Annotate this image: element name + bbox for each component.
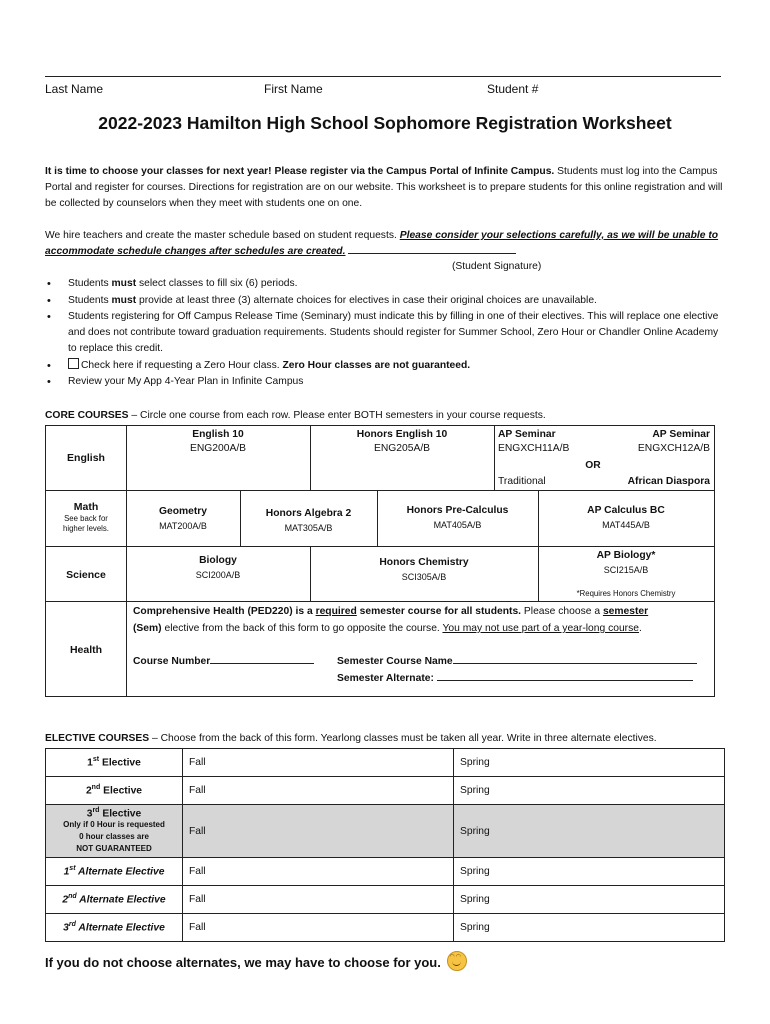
course-option[interactable] — [240, 507, 377, 535]
intro-body: Students must log into the Campus Portal and register for courses. Directions for registration are on our website. This worksheet is to prepare students for this online registration and will be collected by counselors when they meet with students one on one. — [45, 166, 723, 209]
course-code: SCI200A/B — [195, 570, 241, 580]
course-option[interactable] — [606, 428, 710, 456]
course-name: AP Biology* — [596, 550, 656, 561]
health-text: elective from the back of this form to go opposite the course. — [164, 623, 440, 634]
zero-hour-note: NOT GUARANTEED — [76, 844, 152, 854]
bullet-text: select classes to fill six (6) periods. — [139, 278, 298, 289]
course-name: Honors English 10 — [356, 429, 448, 440]
signature-label: (Student Signature) — [452, 261, 542, 272]
course-option[interactable] — [126, 505, 240, 533]
row-divider — [46, 490, 714, 491]
math-label: Math — [73, 501, 99, 513]
spring-cell[interactable]: Spring — [454, 914, 725, 942]
semester-course-label: Semester Course Name — [337, 656, 453, 667]
course-option[interactable] — [377, 504, 538, 532]
row-label: 3rd Alternate Elective — [46, 914, 183, 942]
list-item — [45, 374, 720, 390]
blank-line — [453, 653, 697, 664]
notice-paragraph — [45, 228, 725, 260]
list-item — [45, 358, 720, 374]
zero-hour-checkbox[interactable] — [68, 358, 79, 369]
bullet-bold: must — [111, 294, 137, 306]
course-name: AP Seminar — [652, 429, 710, 440]
bullet-text: Students — [68, 278, 109, 289]
health-text: required — [315, 606, 357, 617]
elective-table — [45, 748, 725, 942]
name-line — [45, 76, 721, 77]
row-label: 2nd Alternate Elective — [46, 886, 183, 914]
footer-note — [45, 951, 467, 971]
signature-line[interactable] — [348, 244, 516, 254]
table-row — [46, 749, 725, 777]
bullet-text: Review your My App 4-Year Plan in Infinite Campus — [68, 376, 304, 388]
notice-emphasis: Please consider your selections carefully, as we will be unable to accommodate schedule changes after schedules are created. — [45, 230, 719, 257]
course-name: Honors Pre-Calculus — [406, 505, 509, 516]
math-note: See back for — [64, 514, 108, 523]
footer-text: If you do not choose alternates, we may have to choose for you. — [45, 955, 441, 970]
fall-cell[interactable]: Fall — [183, 886, 454, 914]
course-code: SCI305A/B — [401, 572, 447, 582]
col-divider — [494, 426, 495, 490]
bullet-text: Students registering for Off Campus Release Time (Seminary) must indicate this by filling in one of their electives. This will replace one elective and does not contribute toward graduation requirements. Students should register for Summer School, Zero Hour or Chandler Online Academy to replace this credit. — [68, 311, 719, 355]
health-text: (Sem) — [133, 623, 162, 634]
fall-cell[interactable]: Fall — [183, 805, 454, 858]
course-option[interactable] — [310, 428, 494, 456]
health-label: Health — [69, 644, 103, 656]
table-row — [46, 914, 725, 942]
list-item — [45, 293, 720, 309]
course-code: MAT405A/B — [433, 520, 482, 530]
health-text: Please choose a — [523, 606, 601, 617]
course-name: Geometry — [158, 506, 208, 517]
table-row — [46, 886, 725, 914]
table-row — [46, 858, 725, 886]
health-instructions: Comprehensive Health (PED220) is a required semester course for all students. Please choose a semester (Sem) elective from the back of this form to go opposite the course. You may not use part of a year-long course. — [133, 606, 649, 634]
blank-line — [437, 670, 693, 681]
course-code: ENG200A/B — [189, 443, 247, 454]
spring-cell[interactable]: Spring — [454, 886, 725, 914]
page-title: 2022-2023 Hamilton High School Sophomore Registration Worksheet — [98, 113, 672, 133]
course-name: Honors Chemistry — [379, 557, 469, 568]
course-subtitle: Traditional — [498, 476, 546, 487]
course-code: SCI215A/B — [603, 565, 649, 575]
instructions-list — [45, 276, 720, 391]
semester-alternate-label: Semester Alternate: — [337, 673, 434, 684]
core-courses-table — [45, 425, 715, 697]
bullet-text: Check here if requesting a Zero Hour class. — [81, 359, 280, 371]
blank-line — [210, 653, 314, 664]
spring-cell[interactable]: Spring — [454, 777, 725, 805]
course-code: MAT445A/B — [602, 520, 650, 530]
elective-heading-bold: ELECTIVE COURSES — [45, 733, 150, 744]
row-label: 1st Alternate Elective — [46, 858, 183, 886]
or-label: OR — [585, 460, 601, 471]
zero-hour-note: 0 hour classes are — [79, 832, 149, 842]
bullet-bold: must — [111, 278, 137, 289]
course-subtitle: African Diaspora — [627, 476, 710, 487]
bullet-bold: Zero Hour classes are not guaranteed. — [282, 359, 471, 371]
core-heading-text: – Circle one course from each row. Please enter BOTH semesters in your course requests. — [131, 410, 546, 421]
intro-lead: It is time to choose your classes for next year! Please register via the Campus Portal of Infinite Campus. — [45, 166, 555, 177]
list-item — [45, 276, 720, 292]
course-option[interactable] — [310, 556, 538, 584]
fall-cell[interactable]: Fall — [183, 858, 454, 886]
notice-plain: We hire teachers and create the master schedule based on student requests. — [45, 230, 397, 241]
course-name: Biology — [199, 555, 237, 566]
first-name-label: First Name — [264, 82, 323, 96]
smiley-icon — [447, 951, 467, 971]
course-option[interactable] — [498, 428, 569, 456]
course-number-field[interactable] — [133, 653, 314, 669]
list-item — [45, 309, 720, 357]
semester-course-name-field[interactable] — [337, 653, 697, 669]
course-name: English 10 — [192, 429, 244, 440]
fall-cell[interactable]: Fall — [183, 777, 454, 805]
row-divider — [46, 601, 714, 602]
health-text: semester course for all students. — [359, 606, 522, 617]
row-label: 1st Elective — [46, 749, 183, 777]
course-number-label: Course Number — [133, 656, 211, 667]
health-text: semester — [602, 606, 649, 617]
row-label: 2nd Elective — [46, 777, 183, 805]
table-row — [46, 777, 725, 805]
elective-heading-text: – Choose from the back of this form. Yearlong classes must be taken all year. Write in three alternate electives. — [152, 733, 657, 744]
course-name: Honors Algebra 2 — [265, 508, 352, 519]
fall-cell[interactable]: Fall — [183, 749, 454, 777]
core-heading-bold: CORE COURSES — [45, 410, 129, 421]
course-code: ENGXCH11A/B — [498, 443, 570, 454]
core-courses-heading — [45, 410, 546, 421]
health-text: Comprehensive Health (PED220) is a — [133, 606, 313, 617]
spring-cell[interactable]: Spring — [454, 805, 725, 858]
course-code: MAT200A/B — [159, 521, 207, 531]
fall-cell[interactable]: Fall — [183, 914, 454, 942]
course-code: MAT305A/B — [284, 523, 333, 533]
english-label: English — [67, 452, 105, 464]
table-row — [46, 805, 725, 858]
spring-cell[interactable]: Spring — [454, 749, 725, 777]
course-option[interactable] — [538, 549, 714, 577]
student-number-label: Student # — [487, 82, 539, 96]
course-name: AP Seminar — [498, 429, 556, 440]
semester-alternate-field[interactable] — [337, 670, 693, 686]
math-label-cell — [46, 500, 126, 534]
bullet-text: provide at least three (3) alternate choices for electives in case their original choices are unavailable. — [139, 294, 597, 306]
zero-hour-note: Only if 0 Hour is requested — [63, 820, 165, 830]
spring-cell[interactable]: Spring — [454, 858, 725, 886]
bullet-text: Students — [68, 294, 109, 306]
last-name-label: Last Name — [45, 82, 104, 96]
science-label: Science — [66, 569, 106, 581]
course-code: ENG205A/B — [373, 443, 431, 454]
elective-courses-heading — [45, 733, 657, 744]
row-label: 3rd Elective Only if 0 Hour is requested 0 hour classes are NOT GUARANTEED — [46, 805, 183, 858]
row-divider — [46, 546, 714, 547]
course-option[interactable] — [126, 554, 310, 582]
math-note: higher levels. — [63, 524, 109, 533]
health-text: You may not use part of a year-long course — [442, 623, 639, 634]
course-option[interactable] — [126, 428, 310, 456]
ap-bio-note: *Requires Honors Chemistry — [576, 589, 676, 598]
course-code: ENGXCH12A/B — [637, 443, 710, 454]
course-option[interactable] — [538, 504, 714, 532]
course-name: AP Calculus BC — [587, 505, 665, 516]
intro-paragraph — [45, 164, 725, 212]
